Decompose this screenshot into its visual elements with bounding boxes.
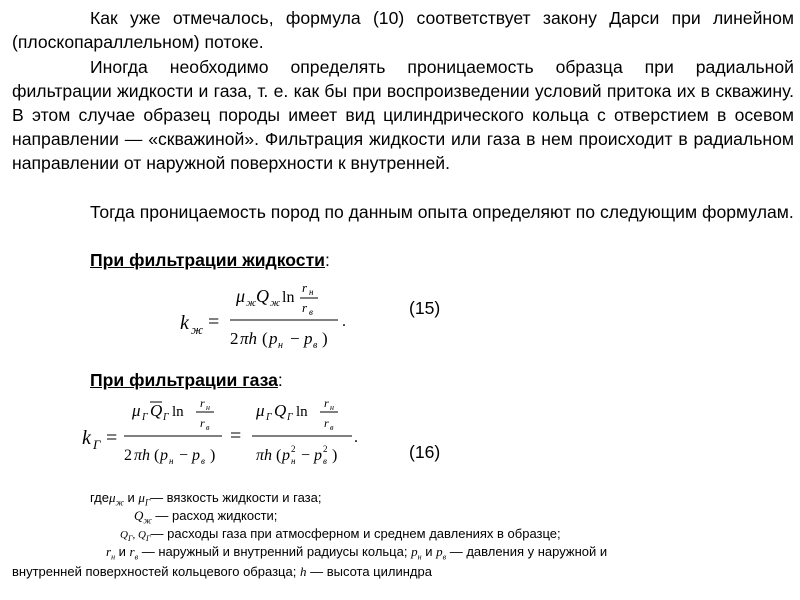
svg-text:.: . (342, 313, 346, 330)
svg-text:p: p (314, 447, 322, 464)
svg-text:=: = (106, 427, 118, 449)
svg-text:k: k (180, 312, 189, 334)
svg-text:н: н (169, 456, 174, 466)
svg-text:в: в (330, 423, 334, 432)
svg-text:p: p (192, 447, 200, 464)
svg-text:н: н (291, 456, 296, 466)
legend-line-liquid-flow: $Q_ж$ — расход жидкости; (134, 508, 278, 526)
paragraph-darcy-law: Как уже отмечалось, формула (10) соответствует закону Дарси при линейном (плоскопараллельном) потоке. (12, 8, 794, 52)
svg-text:): ) (322, 329, 328, 348)
svg-text:2: 2 (230, 329, 239, 348)
svg-text:(: ( (262, 329, 268, 348)
svg-text:): ) (210, 447, 216, 464)
svg-text:πh: πh (256, 447, 273, 464)
svg-text:н: н (309, 287, 314, 297)
svg-text:Q: Q (150, 401, 163, 420)
svg-text:2: 2 (124, 447, 132, 464)
svg-text:): ) (332, 447, 338, 464)
q-liquid-symbol: $Q_ж$ (134, 508, 152, 526)
q-gas-symbols: $Q_Г$, $Q_Г$ (120, 529, 151, 544)
svg-text:r: r (302, 280, 308, 295)
svg-text:ж: ж (246, 297, 257, 309)
svg-text:p: p (160, 447, 168, 464)
svg-text:Q: Q (256, 286, 269, 306)
svg-text:r: r (200, 396, 205, 410)
mu-gas-symbol: $\mu_Г$ (138, 490, 151, 508)
svg-text:Q: Q (274, 401, 287, 420)
svg-text:в: в (323, 456, 327, 466)
svg-text:в: в (201, 456, 205, 466)
paragraph-radial-filtration: Иногда необходимо определять проницаемость образца при радиальной фильтрации жидкости и газа, т. е. как бы при воспроизведении условий притока их в скважину. В этом случае образец породы имеет вид цилиндрического кольца с отверстием в осевом направлении — «скважиной». Фильтрация жидкости или газа в нем происходит в радиальном направлении от наружной поверхности к внутренней. (12, 57, 794, 173)
svg-text:ln: ln (296, 404, 308, 420)
equation-number-16: (16) (409, 442, 441, 462)
svg-text:2: 2 (323, 444, 328, 454)
svg-text:r: r (324, 416, 329, 430)
svg-text:πh: πh (240, 329, 258, 348)
svg-text:k: k (82, 427, 91, 449)
svg-text:(: ( (276, 447, 282, 464)
p-outer-symbol: $p_н$ (411, 544, 422, 562)
svg-text:Г: Г (163, 412, 169, 423)
svg-text:−: − (290, 329, 300, 348)
svg-text:μ: μ (256, 401, 265, 420)
legend-line-height: внутренней поверхностей кольцевого образца; h — высота цилиндра (12, 564, 432, 579)
h-symbol: h (299, 564, 307, 579)
formula-16 (80, 394, 380, 474)
svg-text:p: p (282, 447, 290, 464)
r-inner-symbol: $r_в$ (129, 544, 139, 562)
svg-text:в: в (313, 340, 318, 351)
svg-text:Г: Г (266, 412, 272, 423)
heading-gas-filtration: При фильтрации газа: (90, 370, 283, 390)
svg-text:Г: Г (93, 437, 101, 452)
legend-line-gas-flow: $Q_Г$, $Q_Г—$ расходы газа при атмосферном и среднем давлениях в образце; (120, 526, 561, 544)
svg-text:2: 2 (291, 444, 296, 454)
svg-text:r: r (302, 300, 308, 315)
svg-text:r: r (324, 396, 329, 410)
svg-text:н: н (278, 340, 283, 351)
svg-text:н: н (330, 403, 334, 412)
p-inner-symbol: $p_в$ (436, 544, 447, 562)
svg-text:r: r (200, 416, 205, 430)
svg-text:μ: μ (132, 401, 141, 420)
svg-text:ln: ln (282, 289, 295, 306)
svg-text:ж: ж (191, 322, 204, 337)
legend-line-viscosity: гдеμ$_ж$ и $\mu_Г—$ вязкость жидкости и газа; (90, 490, 322, 508)
svg-text:μ: μ (236, 286, 246, 306)
svg-text:Г: Г (287, 412, 293, 423)
svg-text:p: p (269, 329, 278, 348)
formula-15 (178, 274, 368, 354)
r-outer-symbol: $r_н$ (106, 544, 116, 562)
equation-number-15: (15) (409, 298, 441, 318)
paragraph-formulas-intro: Тогда проницаемость пород по данным опыта определяют по следующим формулам. (90, 202, 794, 222)
svg-text:Г: Г (142, 412, 148, 423)
svg-text:=: = (230, 425, 242, 447)
svg-text:ж: ж (270, 297, 281, 309)
mu-liquid-symbol: $\mu_ж$ (108, 490, 124, 508)
svg-text:в: в (206, 423, 210, 432)
legend-line-radii-pressures: $r_н$ и $r_в$ — наружный и внутренний радиусы кольца; $p_н$ и $p_в$ — давления у наружной и (106, 544, 608, 562)
svg-text:в: в (309, 307, 313, 317)
svg-text:=: = (208, 311, 220, 333)
svg-text:.: . (354, 429, 358, 446)
svg-text:н: н (206, 403, 210, 412)
svg-text:(: ( (154, 447, 160, 464)
svg-text:−: − (179, 447, 189, 464)
svg-text:−: − (301, 447, 311, 464)
svg-text:ln: ln (172, 404, 184, 420)
heading-liquid-filtration: При фильтрации жидкости: (90, 250, 330, 270)
svg-text:p: p (304, 329, 313, 348)
svg-text:πh: πh (134, 447, 151, 464)
